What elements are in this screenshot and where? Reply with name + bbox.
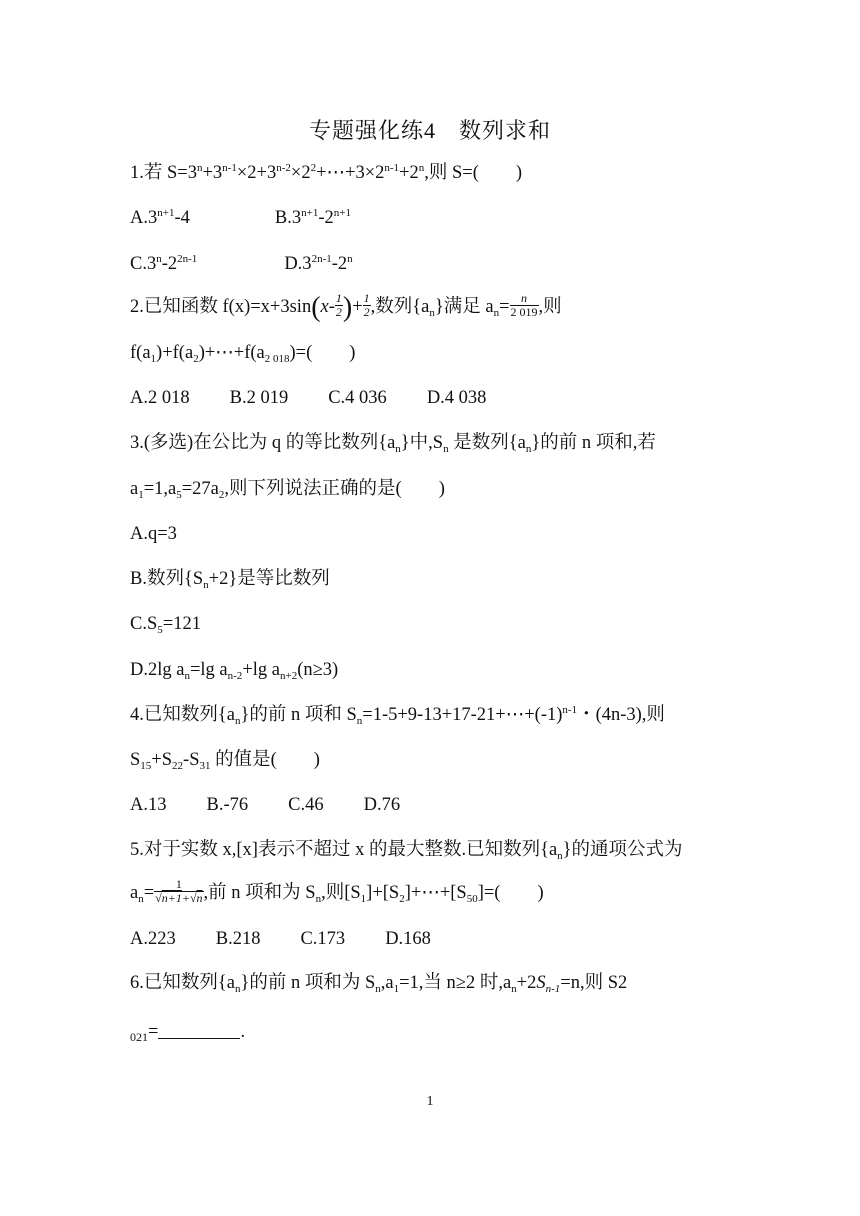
option-d[interactable]: D.2lg $a_n=\lg$ $a_{n-2}+\lg$ $a_{n+2}(n\ge 3)$ [130, 660, 339, 682]
option-c[interactable]: $C.S_5=121$ [130, 614, 201, 636]
option-a[interactable]: A.13 [130, 795, 167, 815]
option-a[interactable]: A.q=3 [130, 524, 177, 544]
page-title: 专题强化练4 数列求和 [308, 118, 551, 143]
question-4-stem-line-2: $S_{15}+S_{22}-S_{31}$ 的值是( ) [130, 750, 320, 772]
question-5-options [130, 926, 431, 952]
question-4-options [130, 792, 400, 818]
question-2-stem-line-2: $f(a_1)+f(a_2)+\cdots+f(a_{2 018})=$( ) [130, 343, 356, 365]
question-4-stem-line-1: 4.已知数列$\{a_n\}$的前 n 项和 $S_n=1-5+9-13+17-21+\cdots+(-1)^{n-1}$・(4n-3),则 [130, 704, 665, 727]
option-b[interactable]: B.数列$\{S_n+2\}$是等比数列 [130, 569, 330, 591]
question-2-stem-line-1: 2.已知函数 f(x)=x+3sin(x- $\frac{1}{2}$ )+ $\frac{1}{2}$ ,数列$\{a_n\}$满足 $a_n=$ $\frac{n}{2 019}$ ,则 [130, 291, 562, 323]
option-a[interactable]: $A.3^{n+1}-4$ [130, 207, 190, 228]
option-b[interactable]: B.-76 [206, 795, 249, 815]
question-3-stem-line-1: 3.(多选)在公比为 q 的等比数列$\{a_n\}$中$,S_n$ 是数列$\{a_n\}$的前 n 项和,若 [130, 433, 656, 455]
fraction-one-half: $\frac{1}{2}$ [363, 291, 370, 320]
question-1-options-row-2 [130, 251, 353, 277]
question-2-options [130, 385, 486, 411]
option-b[interactable]: B.218 [215, 929, 261, 949]
page-number: 1 [426, 1094, 434, 1109]
option-b[interactable]: B.2 019 [229, 388, 289, 408]
option-d[interactable]: D.168 [385, 929, 431, 949]
option-c[interactable]: C.46 [288, 795, 324, 815]
option-d[interactable]: D.76 [363, 795, 401, 815]
option-c[interactable]: $C.3^n-2^{2n-1}$ [130, 253, 198, 274]
answer-blank[interactable] [158, 1020, 240, 1039]
question-5-stem-line-1: 5.对于实数 x,[x]表示不超过 x 的最大整数.已知数列$\{a_n\}$的通项公式为 [130, 840, 683, 862]
question-6-stem-line-2: $_{021}$= . [130, 1022, 246, 1044]
option-c[interactable]: C.4 036 [328, 388, 387, 408]
option-a[interactable]: A.2 018 [130, 388, 190, 408]
fraction-one-over-roots: $\frac{1}{√n+1+√n}$ [155, 877, 203, 906]
question-6-stem-line-1: 6.已知数列$\{a_n\}$的前 n 项和为 $S_n,a_1=1$,当 n≥2 时$,a_n+2S_{n-1}=n$,则 S2 [130, 973, 628, 995]
question-1-options-row-1 [130, 205, 351, 231]
option-b[interactable]: $B.3^{n+1}-2^{n+1}$ [274, 207, 351, 228]
question-3-stem-line-2: $a_1=1,a_5=27a_2$,则下列说法正确的是( ) [130, 479, 445, 501]
question-1-stem: 1.若 $S=3^n+3^{n-1}\times 2+3^{n-2}\times 2^2+\cdots+3\times 2^{n-1}+2^n$,则 S=( ) [130, 162, 523, 183]
fraction-n-over-2019: $\frac{n}{2 019}$ [510, 291, 538, 320]
option-d[interactable]: D.4 038 [426, 388, 487, 408]
option-d[interactable]: $D.3^{2n-1}-2^n$ [284, 253, 353, 274]
option-a[interactable]: A.223 [130, 929, 176, 949]
fraction-one-half: $\frac{1}{2}$ [335, 291, 342, 320]
option-c[interactable]: C.173 [300, 929, 346, 949]
question-5-stem-line-2: $a_n=$ $\frac{1}{√n+1+√n}$ ,前 n 项和为 $S_n$,则$[S_1]+[S_2]+\cdots+[S_{50}]=$( ) [130, 877, 544, 906]
